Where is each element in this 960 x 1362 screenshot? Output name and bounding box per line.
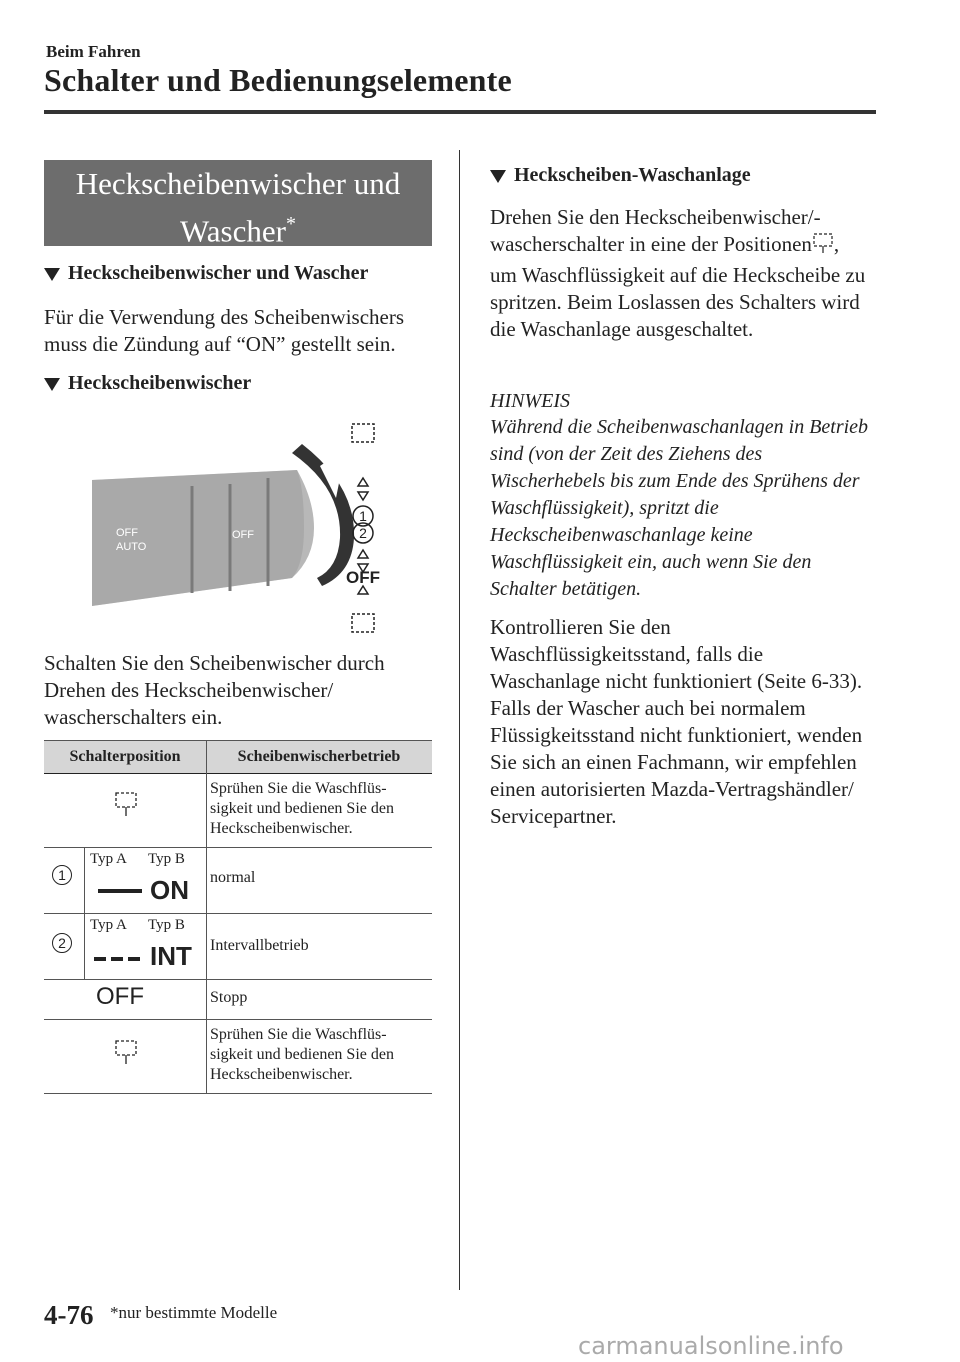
- paragraph-ignition: Für die Verwendung des Scheibenwischers muss die Zündung auf “ON” gestellt sein.: [44, 305, 405, 356]
- figure-pos1-label: 1: [359, 508, 367, 524]
- note-title: HINWEIS: [490, 390, 570, 412]
- dashed-line-icon: [94, 957, 142, 961]
- row2-description: normal: [210, 869, 256, 886]
- figure-pos2-label: 2: [359, 525, 367, 541]
- triangle-bullet-icon: [490, 170, 506, 183]
- row2-typA: Typ A: [90, 851, 127, 867]
- lever-off1-label: OFF: [116, 527, 138, 539]
- switch-position-table: [44, 740, 432, 1094]
- row3-description: Intervallbetrieb: [210, 937, 309, 954]
- paragraph-turn-switch: Schalten Sie den Scheibenwischer durch Drehen des Heckscheibenwischer/ wascherschalters ein.: [44, 651, 385, 729]
- washer-inline-icon: [812, 231, 834, 262]
- paragraph-washer-operation: Drehen Sie den Heckscheibenwischer/-wascherschalter in eine der Positionen , um Waschflüssigkeit auf die Heckscheibe zu spritzen. Beim Loslassen des Schalters wird die Waschanlage ausgeschaltet.: [490, 205, 866, 341]
- heading-rear-wiper-washer: Heckscheibenwischer und Wascher: [44, 262, 368, 285]
- continuous-line-icon: [98, 889, 142, 893]
- banner-line1: Heckscheibenwischer und: [75, 166, 401, 201]
- page-title: Schalter und Bedienungselemente: [44, 62, 512, 98]
- row3-typA: Typ A: [90, 917, 127, 933]
- watermark: carmanualsonline.info: [578, 1332, 844, 1360]
- triangle-bullet-icon: [44, 268, 60, 281]
- row1-description: Sprühen Sie die Waschflüs- sigkeit und bedienen Sie den Heckscheibenwischer.: [210, 780, 394, 837]
- banner-line2: Wascher: [180, 213, 286, 249]
- row3-int-label: INT: [150, 941, 192, 971]
- position-1-icon: 1: [52, 865, 72, 885]
- lever-auto-label: AUTO: [116, 541, 147, 553]
- table-col2-header: Scheibenwischerbetrieb: [237, 748, 401, 765]
- position-2-icon: 2: [52, 933, 72, 953]
- table-col-divider: [206, 741, 207, 1093]
- footnote: *nur bestimmte Modelle: [110, 1303, 278, 1322]
- heading-rear-wiper: Heckscheibenwischer: [44, 372, 251, 395]
- figure-off-label: OFF: [346, 568, 380, 587]
- section-kicker: Beim Fahren: [46, 42, 141, 61]
- note-text: Während die Scheibenwaschanlagen in Betrieb sind (von der Zeit des Ziehens des Wischerhebels bis zum Ende des Sprühens der Waschflüssigkeit), spritzt die Heckscheibenwaschanlage keine Waschflüssigkeit ein, auch wenn Sie den Schalter betätigen.: [490, 416, 869, 600]
- title-rule: [44, 110, 876, 114]
- wiper-lever-figure: [92, 408, 392, 644]
- row2-typB: Typ B: [148, 851, 185, 867]
- row4-description: Stopp: [210, 989, 248, 1006]
- lever-off2-label: OFF: [232, 529, 254, 541]
- topic-banner: [44, 160, 432, 249]
- table-col1-header: Schalterposition: [69, 748, 181, 765]
- banner-asterisk: *: [285, 213, 296, 235]
- row4-off-label: OFF: [96, 983, 144, 1010]
- row3-typB: Typ B: [148, 917, 185, 933]
- washer-symbol-icon: [114, 789, 138, 824]
- washer-symbol-icon: [114, 1037, 138, 1072]
- heading-rear-washer: Heckscheiben-Waschanlage: [490, 164, 751, 187]
- row2-on-label: ON: [150, 875, 189, 905]
- paragraph-check-fluid: Kontrollieren Sie den Waschflüssigkeitsstand, falls die Waschanlage nicht funktioniert (Seite 6-33). Falls der Wascher auch bei normalem Flüssigkeitsstand nicht funktioniert, wenden Sie sich an einen Fachmann, wir empfehlen einen autorisierten Mazda-Vertragshändler/ Servicepartner.: [490, 615, 863, 828]
- column-divider: [459, 150, 460, 1290]
- page-number: 4-76: [44, 1300, 94, 1330]
- row5-description: Sprühen Sie die Waschflüs- sigkeit und bedienen Sie den Heckscheibenwischer.: [210, 1026, 394, 1083]
- triangle-bullet-icon: [44, 378, 60, 391]
